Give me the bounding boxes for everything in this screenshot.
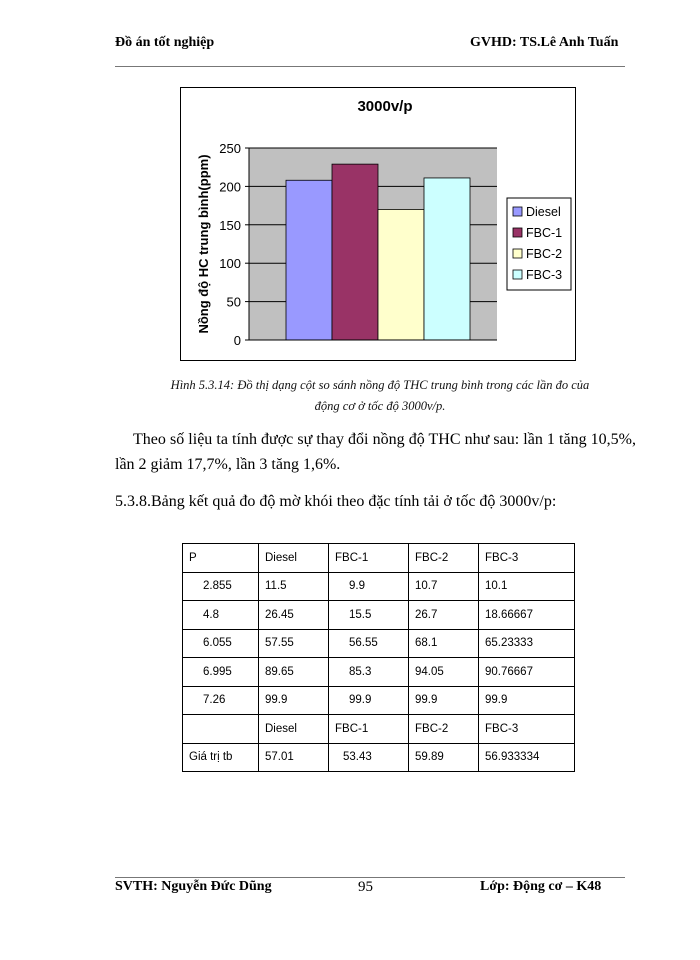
footer-student: SVTH: Nguyễn Đức Dũng bbox=[115, 879, 272, 894]
table-cell: FBC-2 bbox=[409, 544, 479, 573]
y-tick-label: 200 bbox=[219, 179, 241, 195]
footer-rule bbox=[115, 877, 625, 878]
legend-swatch bbox=[513, 270, 522, 279]
y-tick-label: 100 bbox=[219, 256, 241, 272]
y-tick-label: 0 bbox=[233, 333, 241, 348]
table-cell: 65.23333 bbox=[479, 629, 575, 658]
table-cell: P bbox=[183, 544, 259, 573]
y-tick-label: 50 bbox=[226, 294, 241, 310]
legend-swatch bbox=[513, 249, 522, 258]
table-cell: FBC-3 bbox=[479, 544, 575, 573]
table-row bbox=[183, 629, 575, 658]
table-header-row bbox=[183, 544, 575, 573]
table-cell: 99.9 bbox=[259, 686, 329, 715]
bar-fbc-3 bbox=[424, 178, 470, 340]
bar-chart bbox=[181, 88, 575, 360]
table-cell: 18.66667 bbox=[479, 601, 575, 630]
chart-title: 3000v/p bbox=[357, 98, 413, 115]
section-heading: 5.3.8.Bảng kết quả đo độ mờ khói theo đặc tính tải ở tốc độ 3000v/p: bbox=[115, 493, 557, 510]
legend-label: FBC-1 bbox=[526, 226, 563, 240]
table-cell: 53.43 bbox=[329, 743, 409, 772]
table-cell bbox=[183, 715, 259, 744]
table-cell: 99.9 bbox=[409, 686, 479, 715]
page-number: 95 bbox=[358, 879, 373, 895]
table-cell: 89.65 bbox=[259, 658, 329, 687]
table-cell: 99.9 bbox=[479, 686, 575, 715]
table-cell: Giá trị tb bbox=[183, 743, 259, 772]
table-cell: 9.9 bbox=[329, 572, 409, 601]
bar-fbc-2 bbox=[378, 209, 424, 340]
table-cell: 6.055 bbox=[183, 629, 259, 658]
y-tick-label: 250 bbox=[219, 141, 241, 156]
table-cell: FBC-1 bbox=[329, 715, 409, 744]
table-cell: 59.89 bbox=[409, 743, 479, 772]
legend-swatch bbox=[513, 207, 522, 216]
table-cell: 10.1 bbox=[479, 572, 575, 601]
table-cell: 94.05 bbox=[409, 658, 479, 687]
table-cell: 85.3 bbox=[329, 658, 409, 687]
legend-swatch bbox=[513, 228, 522, 237]
table-cell: 2.855 bbox=[183, 572, 259, 601]
body-paragraph: Theo số liệu ta tính được sự thay đổi nồng độ THC như sau: lần 1 tăng 10,5%, lần 2 giảm 17,7%, lần 3 tăng 1,6%. bbox=[115, 431, 636, 473]
table-cell: Diesel bbox=[259, 715, 329, 744]
footer-class: Lớp: Động cơ – K48 bbox=[480, 879, 602, 894]
table-cell: 56.55 bbox=[329, 629, 409, 658]
table-cell: 10.7 bbox=[409, 572, 479, 601]
figure-caption-line1: Hình 5.3.14: Đồ thị dạng cột so sánh nồng độ THC trung bình trong các lần đo của bbox=[170, 378, 590, 392]
bar-diesel bbox=[286, 180, 332, 340]
table-cell: 99.9 bbox=[329, 686, 409, 715]
table-cell: 6.995 bbox=[183, 658, 259, 687]
table-cell: FBC-3 bbox=[479, 715, 575, 744]
table-cell: 57.01 bbox=[259, 743, 329, 772]
table-row bbox=[183, 715, 575, 744]
header-right: GVHD: TS.Lê Anh Tuấn bbox=[470, 35, 619, 50]
header-rule bbox=[115, 66, 625, 67]
chart-frame bbox=[180, 87, 576, 361]
y-tick-label: 150 bbox=[219, 217, 241, 233]
table-cell: 57.55 bbox=[259, 629, 329, 658]
table-cell: 90.76667 bbox=[479, 658, 575, 687]
table-cell: Diesel bbox=[259, 544, 329, 573]
table-row bbox=[183, 572, 575, 601]
table-cell: 26.7 bbox=[409, 601, 479, 630]
header-left: Đồ án tốt nghiệp bbox=[115, 35, 215, 50]
table-cell: 11.5 bbox=[259, 572, 329, 601]
table-cell: 68.1 bbox=[409, 629, 479, 658]
table-row bbox=[183, 743, 575, 772]
table-cell: 56.933334 bbox=[479, 743, 575, 772]
legend-label: FBC-3 bbox=[526, 268, 563, 282]
figure-caption-line2: động cơ ở tốc độ 3000v/p. bbox=[314, 399, 446, 413]
table-cell: 4.8 bbox=[183, 601, 259, 630]
legend-label: FBC-2 bbox=[526, 247, 563, 261]
table-cell: FBC-1 bbox=[329, 544, 409, 573]
table-row bbox=[183, 601, 575, 630]
table-cell: 7.26 bbox=[183, 686, 259, 715]
table-cell: 15.5 bbox=[329, 601, 409, 630]
legend-label: Diesel bbox=[526, 205, 561, 219]
table-row bbox=[183, 686, 575, 715]
y-axis-label: Nồng độ HC trung bình(ppm) bbox=[196, 154, 211, 334]
legend bbox=[507, 198, 571, 290]
table-row bbox=[183, 658, 575, 687]
bar-fbc-1 bbox=[332, 164, 378, 340]
table-cell: 26.45 bbox=[259, 601, 329, 630]
results-table bbox=[182, 543, 575, 772]
table-cell: FBC-2 bbox=[409, 715, 479, 744]
